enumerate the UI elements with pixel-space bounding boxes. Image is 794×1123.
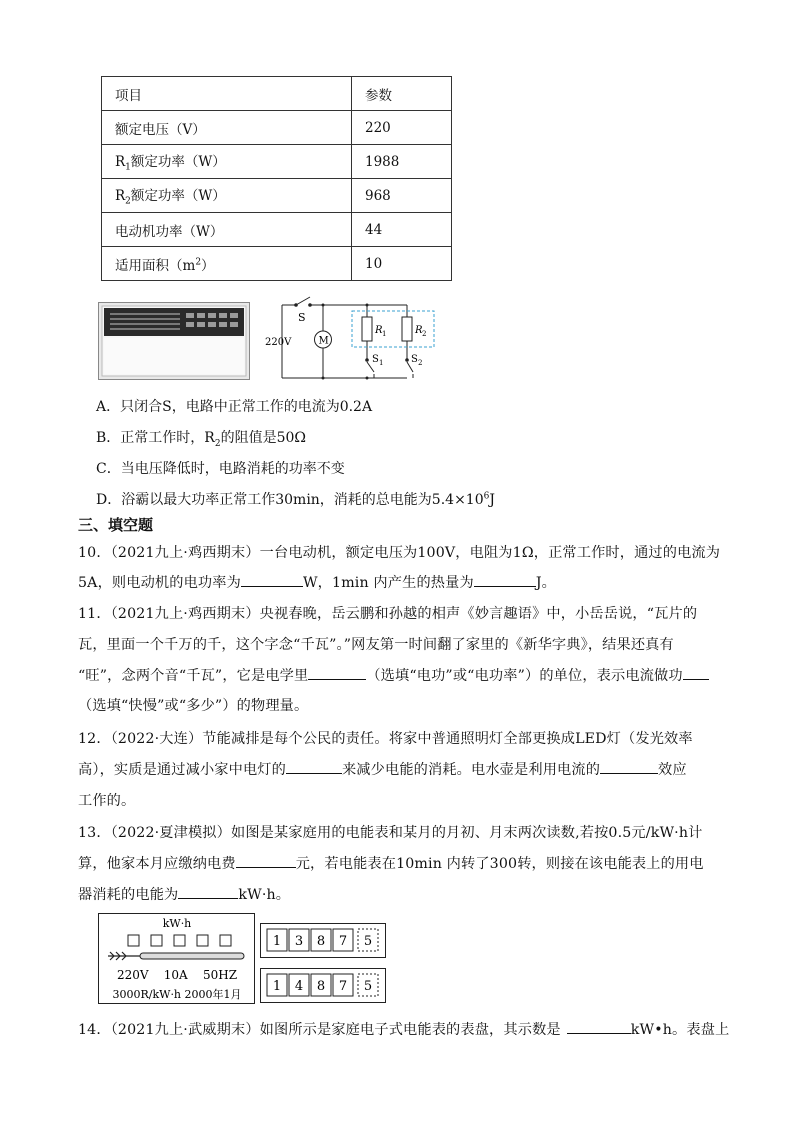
table-row [102, 111, 452, 145]
option-d: D．浴霸以最大功率正常工作30min，消耗的总电能为$5.4\times 10^6J$ [96, 491, 495, 508]
meter-readings [260, 923, 388, 1007]
table-header-item: 项目 [102, 77, 352, 111]
circuit-label-r2-sub: 2 [422, 330, 427, 338]
table-cell-value: 968 [352, 179, 452, 213]
energy-meter [98, 913, 256, 1005]
reading-start [261, 924, 386, 958]
q12-line1: 12．（2022·大连）节能减排是每个公民的责任。将家中普通照明灯全部更换成LED灯（发光效率 [78, 731, 693, 747]
table-cell-value: 10 [352, 247, 452, 281]
answer-blank[interactable] [236, 853, 296, 868]
digit: 3 [294, 934, 304, 949]
digit: 8 [316, 934, 326, 949]
q12-line2: 高），实质是通过减小家中电灯的 来减少电能的消耗。电水壶是利用电流的 效应 [78, 759, 687, 779]
meter-specs: 220V 10A 50HZ [116, 968, 238, 982]
circuit-label-r1: R [375, 325, 383, 336]
digit: 8 [316, 979, 326, 994]
answer-blank[interactable] [683, 665, 709, 680]
digit: 5 [363, 934, 373, 949]
answer-blank[interactable] [308, 665, 366, 680]
table-cell-value: 44 [352, 213, 452, 247]
answer-blank[interactable] [241, 572, 303, 587]
answer-blank[interactable] [286, 759, 342, 774]
q10-line1: 10．（2021九上·鸡西期末）一台电动机，额定电压为100V，电阻为1Ω，正常工作时，通过的电流为 [78, 545, 721, 561]
digit: 5 [363, 979, 373, 994]
answer-blank[interactable] [567, 1019, 631, 1034]
table-header-param: 参数 [352, 77, 452, 111]
circuit-label-motor: M [318, 335, 329, 347]
answer-blank[interactable] [178, 884, 238, 899]
q13-line3: 器消耗的电能为 kW·h。 [78, 884, 290, 904]
option-c: C．当电压降低时，电路消耗的功率不变 [96, 461, 345, 477]
q10-line2: 5A，则电动机的电功率为 W，1min 内产生的热量为 J。 [78, 572, 556, 592]
table-cell-label: 适用面积$(m^2)$ [102, 247, 352, 281]
reading-end [261, 969, 386, 1003]
circuit-label-s1-sub: 1 [379, 359, 384, 367]
table-row [102, 247, 452, 281]
table-cell-label: $R_2$额定功率（W） [102, 179, 352, 213]
table-row [102, 179, 452, 213]
table-cell-value: 220 [352, 111, 452, 145]
q11-line4: （选填“快慢”或“多少”）的物理量。 [78, 698, 309, 714]
table-cell-label: 额定电压（V） [102, 111, 352, 145]
table-row [102, 213, 452, 247]
q13-line2: 算，他家本月应缴纳电费 元，若电能表在10min 内转了300转，则接在该电能表上的用电 [78, 853, 704, 873]
circuit-label-r2: R [415, 325, 423, 336]
digit: 1 [272, 934, 282, 949]
answer-blank[interactable] [474, 572, 536, 587]
q11-line1: 11．（2021九上·鸡西期末）央视春晚，岳云鹏和孙越的相声《妙言趣语》中，小岳岳说，“瓦片的 [78, 606, 698, 622]
circuit-label-s1: S [372, 354, 379, 365]
table-cell-label: $R_1$额定功率（W） [102, 145, 352, 179]
digit: 7 [338, 934, 348, 949]
table-cell-label: 电动机功率（W） [102, 213, 352, 247]
circuit-label-s2-sub: 2 [418, 359, 423, 367]
circuit-label-voltage: 220V [265, 337, 292, 348]
meter-footer: 3000R/kW·h 2000年1月 [112, 988, 242, 1001]
answer-blank[interactable] [600, 759, 658, 774]
circuit-label-s: S [298, 311, 306, 324]
circuit-diagram [262, 292, 442, 384]
meter-unit: kW·h [162, 917, 192, 930]
bath-heater-photo [98, 302, 250, 380]
q13-line1: 13．（2022·夏津模拟）如图是某家庭用的电能表和某月的月初、月末两次读数,若按0.5元/kW·h计 [78, 825, 703, 841]
q11-line3: “旺”，念两个音“千瓦”，它是电学里 （选填“电功”或“电功率”）的单位，表示电流做功 [78, 665, 709, 685]
option-a: A．只闭合S，电路中正常工作的电流为0.2A [96, 399, 373, 415]
circuit-label-r1-sub: 1 [382, 330, 387, 338]
q11-line2: 瓦，里面一个千万的千，这个字念“千瓦”。”网友第一时间翻了家里的《新华字典》，结果还真有 [78, 637, 674, 653]
digit: 4 [294, 979, 304, 994]
table-row [102, 145, 452, 179]
q14-line1: 14．（2021九上·武威期末）如图所示是家庭电子式电能表的表盘，其示数是 kW•h。表盘上 [78, 1019, 729, 1039]
circuit-label-s2: S [411, 354, 418, 365]
table-row [102, 77, 452, 111]
digit: 1 [272, 979, 282, 994]
q12-line3: 工作的。 [78, 793, 136, 809]
digit: 7 [338, 979, 348, 994]
option-b: B．正常工作时，$R_2$的阻值是50Ω [96, 430, 306, 449]
spec-table [101, 76, 452, 281]
table-cell-value: 1988 [352, 145, 452, 179]
section-title: 三、填空题 [78, 516, 154, 534]
